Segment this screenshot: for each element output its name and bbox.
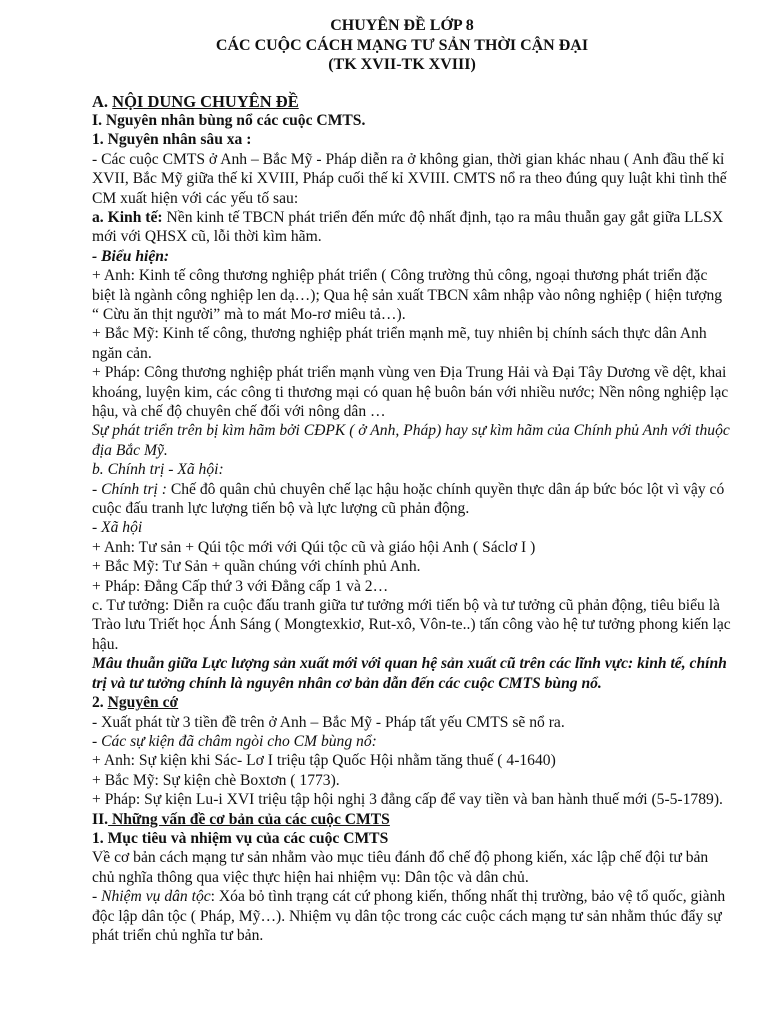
- document-title-line-3: (TK XVII-TK XVIII): [328, 56, 476, 73]
- sub-2-title: Nguyên cớ: [107, 694, 179, 712]
- society-north-america: + Bắc Mỹ: Tư Sản + quần chúng với chính phủ Anh.: [92, 558, 421, 576]
- document-title-line-1: CHUYÊN ĐỀ LỚP 8: [330, 17, 474, 34]
- restraint-note: Sự phát triển trên bị kìm hãm bởi CĐPK ( ở Anh, Pháp) hay sự kìm hãm của Chính phủ Anh với thuộc địa Bắc Mỹ.: [92, 422, 730, 459]
- part-2-paragraph-1: Về cơ bản cách mạng tư sản nhằm vào mục tiêu đánh đổ chế độ phong kiến, xác lập chế đội tư bản chủ nghĩa thông qua việc thực hiện hai nhiệm vụ: Dân tộc và dân chủ.: [92, 849, 709, 886]
- part-1-sub-2-heading: 2. Nguyên cớ: [92, 694, 179, 712]
- politics-paragraph: - Chính trị : Chế đô quân chủ chuyên chế lạc hậu hoặc chính quyền thực dân áp bức bóc lột vì vậy có cuộc đấu tranh lực lượng tiến bộ và lực lượng cũ phản động.: [92, 480, 725, 518]
- manifestation-england: + Anh: Kinh tế công thương nghiệp phát triển ( Công trường thủ công, ngoại thương phát triển đặc biệt là ngành công nghiệp len dạ…); Qua hệ sản xuất TBCN xâm nhập vào nông nghiệp ( hiện tượng “ Cừu ăn thịt người” mà to mát Mo-rơ miêu tả…).: [92, 267, 723, 323]
- part-1-sub-1-heading: 1. Nguyên nhân sâu xa :: [92, 131, 252, 149]
- economy-label: a. Kinh tế:: [92, 208, 163, 226]
- part-2-heading: II. Những vấn đề cơ bản của các cuộc CMTS: [92, 810, 390, 828]
- event-france: + Pháp: Sự kiện Lu-i XVI triệu tập hội nghị 3 đẳng cấp để vay tiền và ban hành thuế mới (5-5-1789).: [92, 791, 723, 809]
- part-2-sub-1-heading: 1. Mục tiêu và nhiệm vụ của các cuộc CMTS: [92, 829, 389, 847]
- politics-label: - Chính trị :: [92, 480, 167, 498]
- document-title-line-2: CÁC CUỘC CÁCH MẠNG TƯ SẢN THỜI CẬN ĐẠI: [215, 36, 589, 54]
- pretext-paragraph: - Xuất phát từ 3 tiền đề trên ở Anh – Bắc Mỹ - Pháp tất yếu CMTS sẽ nổ ra.: [92, 713, 565, 731]
- national-task-label: Nhiệm vụ dân tộc: [101, 888, 211, 906]
- manifestation-france: + Pháp: Công thương nghiệp phát triển mạnh vùng ven Địa Trung Hải và Đại Tây Dương về dệt, khai khoáng, luyện kim, các công ti thương mại có quan hệ buôn bán với nhiều nước; Nền nông nghiệp lạc hậu, và chế độ chuyên chế đối với nông dân …: [92, 364, 729, 420]
- society-england: + Anh: Tư sản + Qúi tộc mới với Qúi tộc cũ và giáo hội Anh ( Sáclơ I ): [92, 538, 536, 556]
- part-1-heading: I. Nguyên nhân bùng nổ các cuộc CMTS.: [92, 111, 366, 129]
- manifestation-heading: - Biểu hiện:: [92, 247, 170, 265]
- national-task-paragraph: - Nhiệm vụ dân tộc: Xóa bỏ tình trạng cát cứ phong kiến, thống nhất thị trường, bảo vệ tổ quốc, giành độc lập dân tộc ( Pháp, Mỹ…). Nhiệm vụ dân tộc trong các cuộc cách mạng tư sản nhằm thúc đẩy sự phát triển chủ nghĩa tư bản.: [92, 888, 726, 944]
- spacer: [92, 75, 732, 92]
- event-england: + Anh: Sự kiện khi Sác- Lơ I triệu tập Quốc Hội nhằm tăng thuế ( 4-1640): [92, 752, 556, 770]
- section-a-heading: A. NỘI DUNG CHUYÊN ĐỀ: [92, 91, 299, 111]
- part-1-paragraph-1: - Các cuộc CMTS ở Anh – Bắc Mỹ - Pháp diễn ra ở không gian, thời gian khác nhau ( Anh đầu thế kỉ XVII, Bắc Mỹ giữa thế kỉ XVIII, Pháp cuối thế kỉ XVIII. CMTS nổ ra theo đúng quy luật khi tình thế CM xuất hiện với các yếu tố sau:: [92, 150, 727, 207]
- economy-paragraph: a. Kinh tế: Nền kinh tế TBCN phát triển đến mức độ nhất định, tạo ra mâu thuẫn gay gắt giữa LLSX mới với QHSX cũ, lỗi thời kìm hãm.: [92, 208, 724, 246]
- part-2-title: Những vấn đề cơ bản của các cuộc CMTS: [108, 810, 390, 828]
- society-heading: - Xã hội: [92, 519, 143, 537]
- politics-society-heading: b. Chính trị - Xã hội:: [92, 461, 224, 479]
- event-north-america: + Bắc Mỹ: Sự kiện chè Boxtơn ( 1773).: [92, 771, 340, 789]
- events-heading: - Các sự kiện đã châm ngòi cho CM bùng nổ:: [92, 732, 377, 750]
- manifestation-north-america: + Bắc Mỹ: Kinh tế công, thương nghiệp phát triển mạnh mẽ, tuy nhiên bị chính sách thực dân Anh ngăn cản.: [92, 325, 707, 362]
- section-a-title: NỘI DUNG CHUYÊN ĐỀ: [112, 91, 299, 111]
- society-france: + Pháp: Đẳng Cấp thứ 3 với Đẳng cấp 1 và 2…: [92, 577, 389, 595]
- ideology-paragraph: c. Tư tưởng: Diễn ra cuộc đấu tranh giữa tư tưởng mới tiến bộ và tư tưởng cũ phản động, tiêu biểu là Trào lưu Triết học Ánh Sáng ( Mongtexkiơ, Rut-xô, Vôn-te..) tấn công vào hệ tư tưởng phong kiến lạc hậu.: [92, 597, 731, 653]
- contradiction-conclusion: Mâu thuẫn giữa Lực lượng sản xuất mới với quan hệ sản xuất cũ trên các lĩnh vực: kinh tế, chính trị và tư tưởng chính là nguyên nhân cơ bản dẫn đến các cuộc CMTS bùng nổ.: [92, 655, 727, 692]
